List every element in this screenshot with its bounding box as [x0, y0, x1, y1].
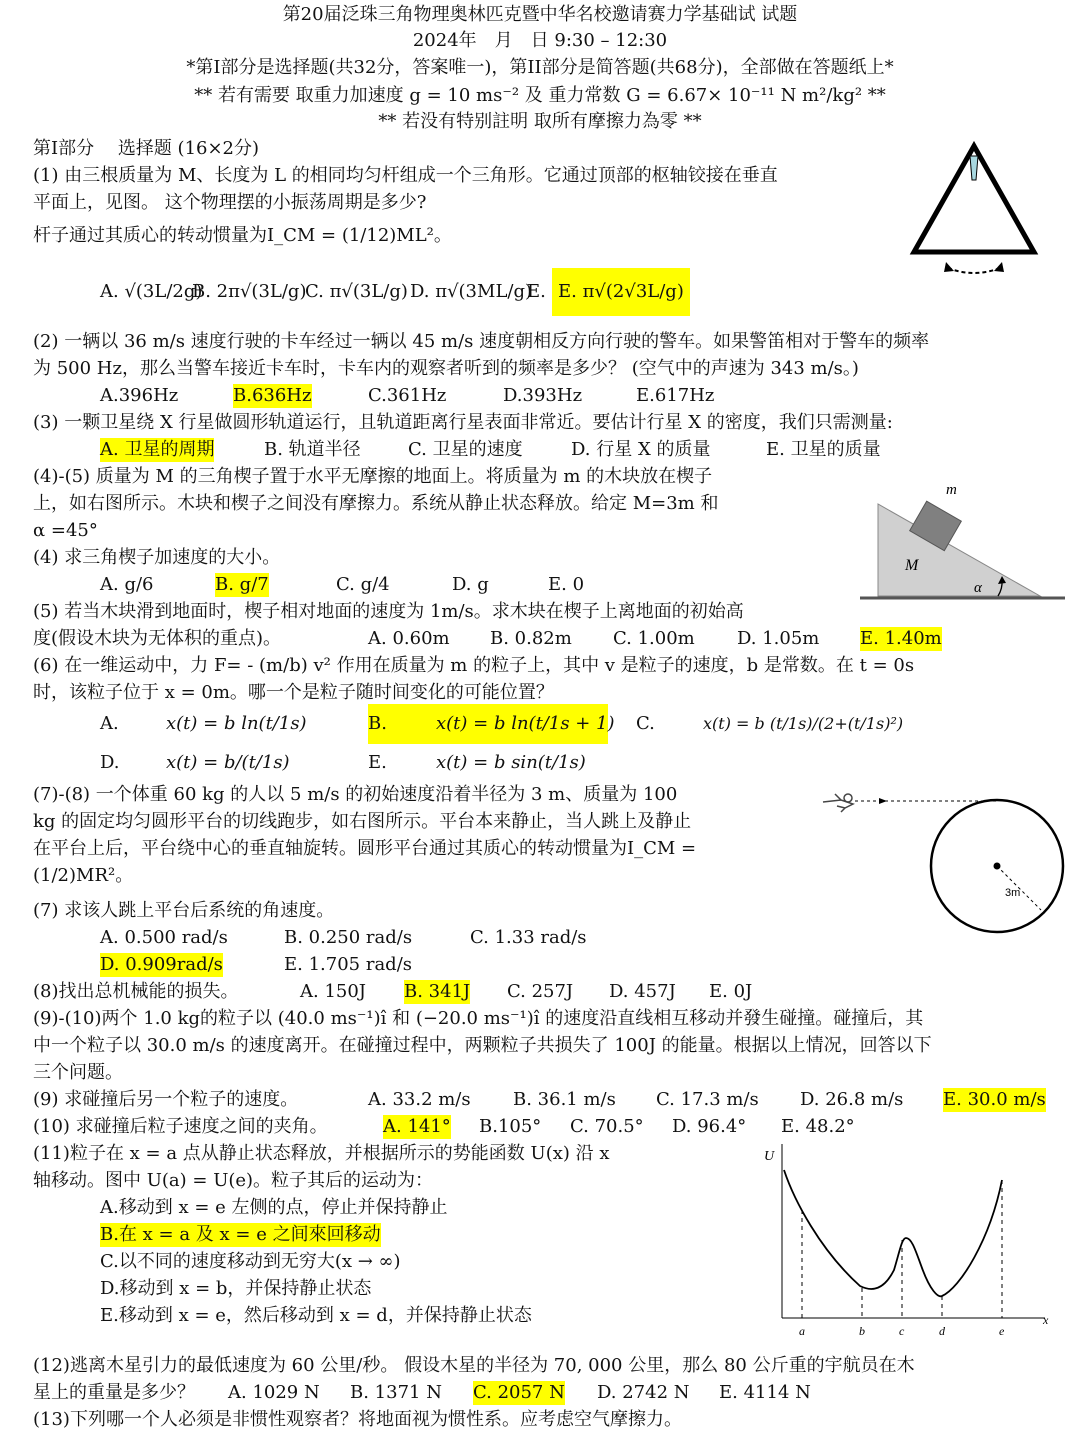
tick-e: e [999, 1324, 1005, 1338]
q11-option-c: C.以不同的速度移动到无穷大(x → ∞) [100, 1251, 401, 1272]
q9-line-1: (9) 求碰撞后另一个粒子的速度。 [33, 1089, 299, 1110]
fig-label-radius: 3m [1005, 887, 1021, 899]
q7-option-d: D. 0.909rad/s [100, 954, 223, 975]
q10-option-e: E. 48.2° [781, 1116, 855, 1137]
q1-option-b: B. 2π√(3L/g) [192, 281, 307, 302]
fig-label-alpha: α [974, 580, 982, 596]
q1-option-d: D. π√(3ML/g) [410, 281, 533, 302]
tick-b: b [859, 1324, 865, 1338]
runner-icon [823, 794, 853, 812]
q1-option-c: C. π√(3L/g) [305, 281, 408, 302]
triangle-pendulum-figure [900, 140, 1060, 290]
q6-line-1: (6) 在一维运动中，力 F= - (m/b) v² 作用在质量为 m 的粒子上，其中 v 是粒子的速度，b 是常数。在 t = 0s [33, 655, 915, 676]
q9-option-d: D. 26.8 m/s [800, 1089, 904, 1110]
q11-option-a: A.移动到 x = e 左侧的点，停止并保持静止 [100, 1197, 448, 1218]
q1-line-2: 平面上，见图。 这个物理摆的小振荡周期是多少? [33, 192, 427, 213]
q5-option-b: B. 0.82m [490, 628, 572, 649]
q8-option-d: D. 457J [609, 981, 676, 1002]
q11-option-e: E.移动到 x = e，然后移动到 x = d，并保持静止状态 [100, 1305, 532, 1326]
q8-option-c: C. 257J [507, 981, 574, 1002]
q2-line-1: (2) 一辆以 36 m/s 速度行驶的卡车经过一辆以 45 m/s 速度朝相反方向行驶的警车。如果警笛相对于警车的频率 [33, 331, 930, 352]
potential-energy-graph [760, 1140, 1060, 1340]
q3-option-c: C. 卫星的速度 [408, 439, 523, 460]
platform-figure [815, 788, 1075, 936]
q10-option-b: B.105° [479, 1116, 542, 1137]
q3-option-b: B. 轨道半径 [264, 439, 361, 460]
axis-label-U: U [764, 1149, 775, 1164]
q11-option-d: D.移动到 x = b，并保持静止状态 [100, 1278, 372, 1299]
q910-line-1: (9)-(10)两个 1.0 kg的粒子以 (40.0 ms⁻¹)î 和 (−20.0 ms⁻¹)î 的速度沿直线相互移动并發生碰撞。碰撞后，其 [33, 1008, 924, 1029]
exam-note-1: *第Ⅰ部分是选择题(共32分，答案唯一)，第ⅠⅠ部分是简答题(共68分)，全部做在答题纸上* [186, 57, 894, 78]
q7-option-c: C. 1.33 rad/s [470, 927, 587, 948]
q5-option-c: C. 1.00m [613, 628, 695, 649]
q2-option-e: E.617Hz [636, 385, 715, 406]
q11-line-2: 轴移动。图中 U(a) = U(e)。粒子其后的运动为： [33, 1170, 434, 1191]
q3-option-e: E. 卫星的质量 [766, 439, 881, 460]
q6-expr-a: x(t) = b ln(t/1s) [166, 713, 307, 734]
q4-option-c: C. g/4 [336, 574, 390, 595]
q1-line-1: (1) 由三根质量为 M、长度为 L 的相同均匀杆组成一个三角形。它通过顶部的枢轴铰接在垂直 [33, 165, 778, 186]
exam-title: 第20届泛珠三角物理奥林匹克暨中华名校邀请赛力学基础试 试题 [282, 4, 798, 25]
q8-option-a: A. 150J [300, 981, 367, 1002]
q1-option-a: A. √(3L/2g) [100, 281, 203, 302]
q3-option-d: D. 行星 X 的质量 [571, 439, 711, 460]
q12-option-a: A. 1029 N [228, 1382, 320, 1403]
q5-line-2: 度(假设木块为无体积的重点)。 [33, 628, 282, 649]
q7-line-1: (7) 求该人跳上平台后系统的角速度。 [33, 900, 335, 921]
q6-expr-d: x(t) = b/(t/1s) [166, 752, 290, 773]
q6-label-e: E. [368, 752, 387, 773]
fig-label-m: m [946, 482, 957, 498]
q13-line-1: (13)下列哪一个人必须是非惯性观察者？将地面视为惯性系。应考虑空气摩擦力。 [33, 1409, 682, 1430]
tick-c: c [899, 1324, 905, 1338]
q1-option-e-prefix: E. [527, 281, 546, 302]
q12-line-1: (12)逃离木星引力的最低速度为 60 公里/秒。 假设木星的半径为 70, 000 公里，那么 80 公斤重的宇航员在木 [33, 1355, 915, 1376]
q10-line-1: (10) 求碰撞后粒子速度之间的夹角。 [33, 1116, 328, 1137]
q10-option-c: C. 70.5° [570, 1116, 644, 1137]
q5-option-d: D. 1.05m [737, 628, 820, 649]
q6-expr-b: x(t) = b ln(t/1s + 1) [436, 713, 615, 734]
fig-label-M: M [905, 557, 919, 574]
q12-option-c: C. 2057 N [473, 1382, 565, 1403]
q2-option-d: D.393Hz [503, 385, 583, 406]
q4-option-a: A. g/6 [100, 574, 154, 595]
wedge-figure [860, 482, 1065, 607]
tick-d: d [939, 1324, 945, 1338]
q7-option-e: E. 1.705 rad/s [284, 954, 412, 975]
q2-line-2: 为 500 Hz，那么当警车接近卡车时，卡车内的观察者听到的频率是多少？ (空气中的声速为 343 m/s。) [33, 358, 859, 379]
q45-line-1: (4)-(5) 质量为 M 的三角楔子置于水平无摩擦的地面上。将质量为 m 的木块放在楔子 [33, 466, 713, 487]
q6-expr-c: x(t) = b (t/1s)/(2+(t/1s)²) [703, 714, 904, 733]
q12-option-e: E. 4114 N [719, 1382, 811, 1403]
q45-line-2: 上，如右图所示。木块和楔子之间没有摩擦力。系统从静止状态释放。给定 M=3m 和 [33, 493, 719, 514]
q3-line-1: (3) 一颗卫星绕 X 行星做圆形轨道运行，且轨道距离行星表面非常近。要估计行星 X 的密度，我们只需测量: [33, 412, 893, 433]
q12-line-2: 星上的重量是多少？ [33, 1382, 195, 1403]
q78-line-2: kg 的固定均匀圆形平台的切线跑步，如右图所示。平台本来静止，当人跳上及静止 [33, 811, 692, 832]
q9-option-c: C. 17.3 m/s [656, 1089, 759, 1110]
pivot-icon [970, 156, 978, 180]
section-title: 第Ⅰ部分 选择题 (16×2分) [33, 138, 260, 159]
q5-line-1: (5) 若当木块滑到地面时，楔子相对地面的速度为 1m/s。求木块在楔子上离地面的初始高 [33, 601, 744, 622]
q4-option-e: E. 0 [548, 574, 585, 595]
q2-option-a: A.396Hz [100, 385, 179, 406]
exam-date: 2024年 月 日 9:30 – 12:30 [412, 30, 668, 51]
q78-line-3: 在平台上后，平台绕中心的垂直轴旋转。圆形平台通过其质心的转动惯量为I_CM = [33, 838, 697, 859]
q78-line-4: (1/2)MR²。 [33, 865, 134, 886]
q7-option-b: B. 0.250 rad/s [284, 927, 413, 948]
q10-option-a: A. 141° [383, 1116, 451, 1137]
oscillation-arrow-icon [948, 268, 1000, 273]
q7-option-a: A. 0.500 rad/s [100, 927, 228, 948]
q8-line-1: (8)找出总机械能的损失。 [33, 981, 239, 1002]
q8-option-e: E. 0J [709, 981, 753, 1002]
q6-label-a: A. [100, 713, 119, 734]
exam-note-2: ** 若有需要 取重力加速度 g = 10 ms⁻² 及 重力常数 G = 6.67× 10⁻¹¹ N m²/kg² ** [194, 85, 886, 106]
q6-expr-e: x(t) = b sin(t/1s) [436, 752, 586, 773]
q3-option-a: A. 卫星的周期 [100, 439, 215, 460]
q11-line-1: (11)粒子在 x = a 点从静止状态释放，并根据所示的势能函数 U(x) 沿 x [33, 1143, 610, 1164]
tick-a: a [799, 1324, 805, 1338]
q45-line-3: α =45° [33, 520, 98, 541]
q2-option-c: C.361Hz [368, 385, 447, 406]
q5-option-a: A. 0.60m [368, 628, 450, 649]
q910-line-3: 三个问题。 [33, 1062, 123, 1083]
q6-label-b: B. [368, 713, 387, 734]
axis-label-x: x [1043, 1313, 1049, 1327]
q6-line-2: 时，该粒子位于 x = 0m。哪一个是粒子随时间变化的可能位置？ [33, 682, 554, 703]
q78-line-1: (7)-(8) 一个体重 60 kg 的人以 5 m/s 的初始速度沿着半径为 3 m、质量为 100 [33, 784, 678, 805]
q4-option-b: B. g/7 [215, 574, 269, 595]
q12-option-d: D. 2742 N [597, 1382, 690, 1403]
q9-option-a: A. 33.2 m/s [368, 1089, 471, 1110]
q910-line-2: 中一个粒子以 30.0 m/s 的速度离开。在碰撞过程中，两颗粒子共损失了 100J 的能量。根据以上情况，回答以下 [33, 1035, 932, 1056]
exam-note-3: ** 若没有特别註明 取所有摩擦力為零 ** [378, 111, 702, 132]
q10-option-d: D. 96.4° [672, 1116, 747, 1137]
q9-option-b: B. 36.1 m/s [513, 1089, 616, 1110]
q4-option-d: D. g [452, 574, 489, 595]
q6-label-c: C. [636, 713, 655, 734]
q11-option-b: B.在 x = a 及 x = e 之间來回移动 [100, 1224, 381, 1245]
q9-option-e: E. 30.0 m/s [943, 1089, 1046, 1110]
potential-curve [784, 1170, 1002, 1296]
q4-line-1: (4) 求三角楔子加速度的大小。 [33, 547, 281, 568]
q5-option-e: E. 1.40m [860, 628, 942, 649]
q6-label-d: D. [100, 752, 120, 773]
q8-option-b: B. 341J [404, 981, 471, 1002]
q1-option-e: E. π√(2√3L/g) [552, 268, 690, 316]
q1-line-3: 杆子通过其质心的转动惯量为I_CM = (1/12)ML²。 [33, 225, 452, 246]
q2-option-b: B.636Hz [233, 385, 312, 406]
wedge-M [878, 504, 1040, 596]
q12-option-b: B. 1371 N [350, 1382, 442, 1403]
